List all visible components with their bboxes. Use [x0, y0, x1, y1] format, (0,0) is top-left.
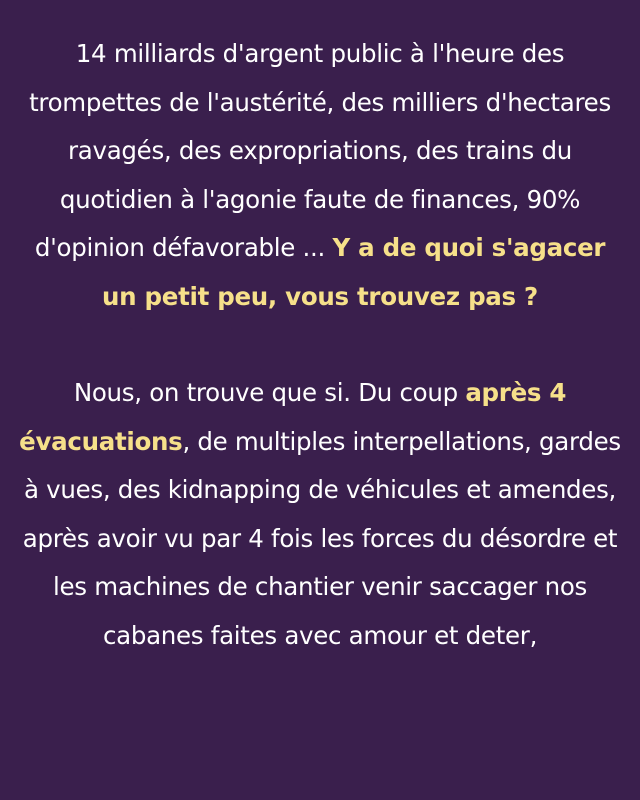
- paragraph-1-text: 14 milliards d'argent public à l'heure des trompettes de l'austérité, des milliers d'hectares ravagés, des expropriations, des trains du quotidien à l'agonie faute de finances, 90% d'opinion défavorable ...: [29, 39, 611, 262]
- paragraph-2-highlight: après 4 évacuations: [19, 378, 567, 456]
- paragraph-2-text-start: Nous, on trouve que si. Du coup: [73, 378, 466, 407]
- paragraph-1: [14, 30, 626, 321]
- paragraph-2-text-end: , de multiples interpellations, gardes à vues, des kidnapping de véhicules et amendes, après avoir vu par 4 fois les forces du désordre et les machines de chantier venir saccager nos cabanes faites avec amour et deter,: [22, 426, 621, 650]
- paragraph-1-highlight: Y a de quoi s'agacer un petit peu, vous trouvez pas ?: [102, 233, 606, 311]
- paragraph-2: [14, 369, 626, 660]
